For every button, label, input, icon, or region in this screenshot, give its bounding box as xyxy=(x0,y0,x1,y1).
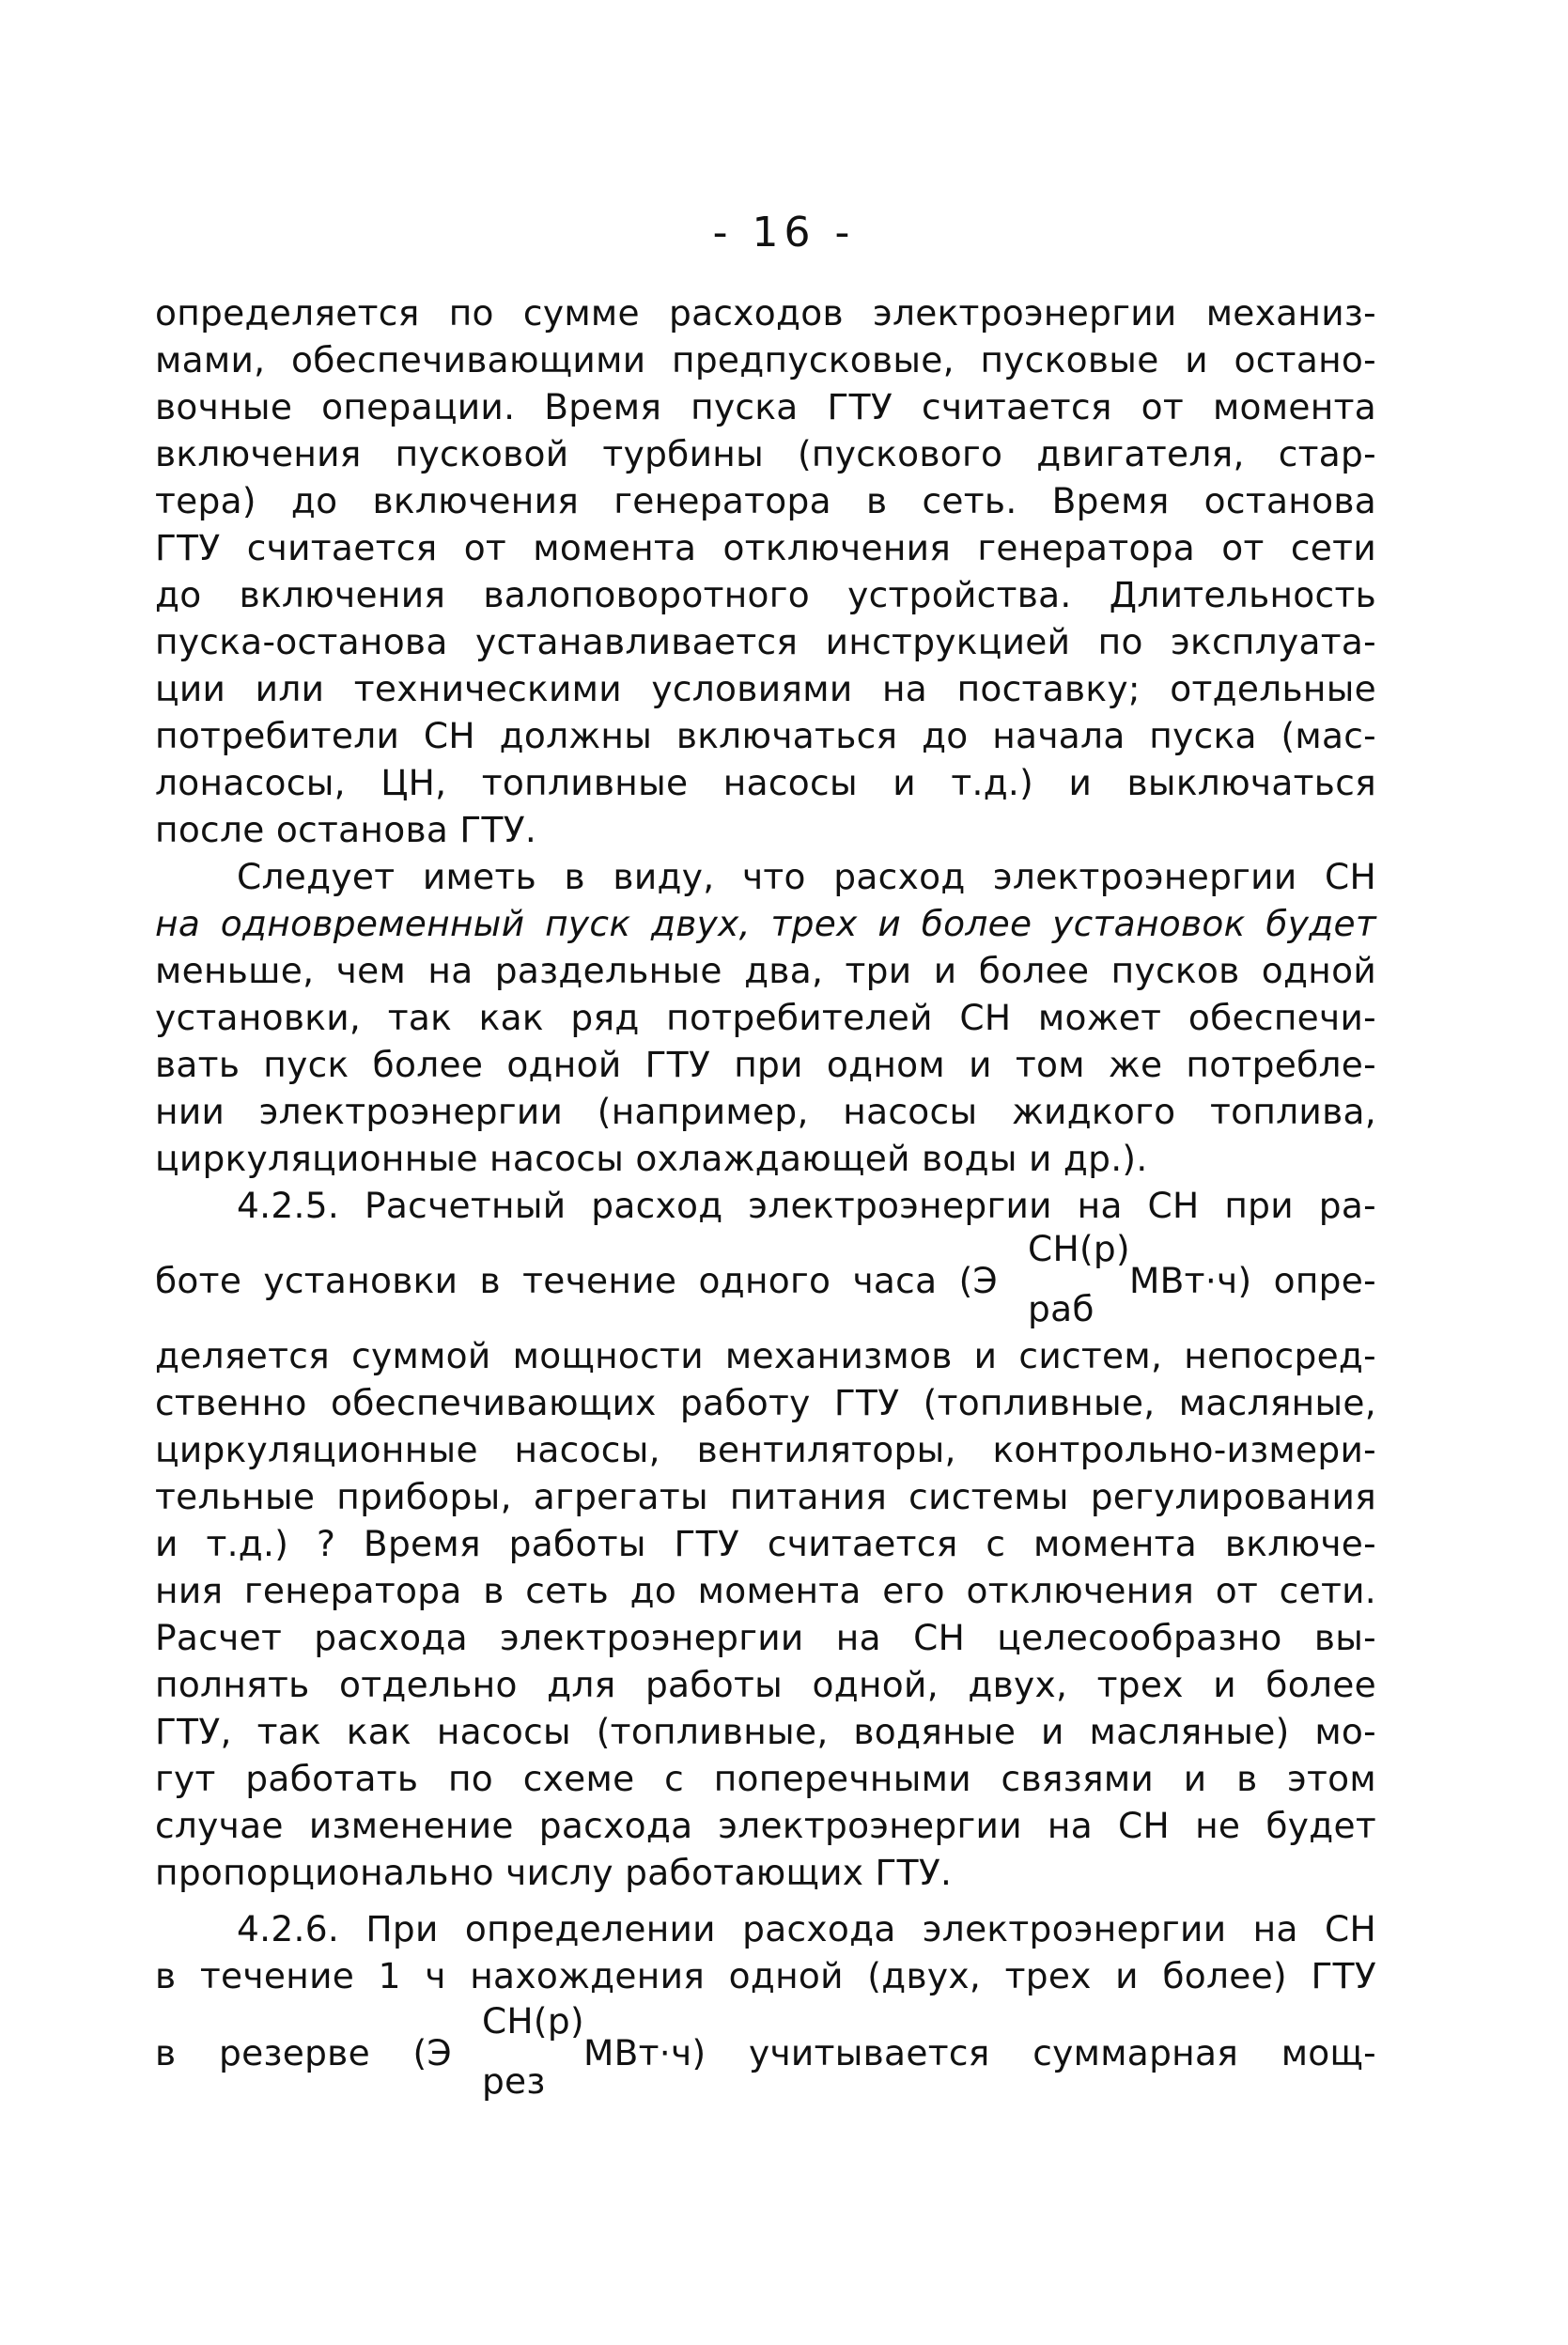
text-line: пуска-останова устанавливается инструкцией по эксплуата- xyxy=(155,621,1376,662)
formula-line xyxy=(155,1228,1376,1329)
page-number: - 16 - xyxy=(712,209,856,256)
formula-line xyxy=(155,2000,1377,2102)
text-line: ГТУ считается от момента отключения генератора от сети xyxy=(155,527,1376,568)
text-line: до включения валоповоротного устройства. Длительность xyxy=(155,574,1376,615)
text-line: 4.2.6. При определении расхода электроэнергии на СН xyxy=(237,1908,1376,1949)
text-line: ния генератора в сеть до момента его отключения от сети. xyxy=(155,1570,1376,1611)
formula-superscript: СН(р) xyxy=(1028,1228,1130,1269)
text-line: полнять отдельно для работы одной, двух, трех и более xyxy=(155,1664,1376,1705)
text-line: циркуляционные насосы охлаждающей воды и др.). xyxy=(155,1138,1148,1179)
text-line: потребители СН должны включаться до начала пуска (мас- xyxy=(155,715,1376,756)
formula-subscript: рез xyxy=(481,2060,546,2102)
text-line: лонасосы, ЦН, топливные насосы и т.д.) и выключаться xyxy=(155,762,1376,803)
text-line: мами, обеспечивающими предпусковые, пусковые и остано- xyxy=(155,339,1376,380)
text-line: циркуляционные насосы, вентиляторы, контрольно-измери- xyxy=(155,1429,1376,1470)
text-line: деляется суммой мощности механизмов и систем, непосред- xyxy=(155,1335,1376,1376)
text-line: Следует иметь в виду, что расход электроэнергии СН xyxy=(237,856,1376,897)
text-line: в течение 1 ч нахождения одной (двух, трех и более) ГТУ xyxy=(155,1955,1376,1996)
formula-text-before: в резерве (Э xyxy=(155,2032,452,2073)
text-line: определяется по сумме расходов электроэнергии механиз- xyxy=(155,292,1376,334)
text-line: пропорционально числу работающих ГТУ. xyxy=(155,1852,953,1893)
text-line: после останова ГТУ. xyxy=(155,809,537,850)
formula-text-before: боте установки в течение одного часа (Э xyxy=(155,1260,998,1301)
text-line: ции или техническими условиями на поставку; отдельные xyxy=(155,668,1376,709)
text-line: тельные приборы, агрегаты питания системы регулирования xyxy=(155,1476,1376,1517)
formula-subscript: раб xyxy=(1028,1288,1094,1329)
text-line: установки, так как ряд потребителей СН может обеспечи- xyxy=(155,997,1376,1038)
text-line: нии электроэнергии (например, насосы жидкого топлива, xyxy=(155,1091,1376,1132)
text-line: гут работать по схеме с поперечными связями и в этом xyxy=(155,1758,1376,1799)
text-line: случае изменение расхода электроэнергии на СН не будет xyxy=(155,1805,1376,1846)
text-line: вочные операции. Время пуска ГТУ считается от момента xyxy=(155,386,1376,427)
text-line: 4.2.5. Расчетный расход электроэнергии на СН при ра- xyxy=(237,1185,1376,1226)
formula-text-after: МВт·ч) опре- xyxy=(1129,1260,1376,1301)
text-line: включения пусковой турбины (пускового двигателя, стар- xyxy=(155,433,1376,474)
text-line: и т.д.) ? Время работы ГТУ считается с момента включе- xyxy=(155,1523,1376,1564)
formula-superscript: СН(р) xyxy=(481,2000,584,2042)
text-line: ственно обеспечивающих работу ГТУ (топливные, масляные, xyxy=(155,1382,1376,1423)
text-line: тера) до включения генератора в сеть. Время останова xyxy=(155,480,1376,521)
text-line: вать пуск более одной ГТУ при одном и том же потребле- xyxy=(155,1044,1376,1085)
text-line: меньше, чем на раздельные два, три и более пусков одной xyxy=(155,950,1376,991)
text-line: Расчет расхода электроэнергии на СН целесообразно вы- xyxy=(155,1617,1376,1658)
text-line: на одновременный пуск двух, трех и более установок будет xyxy=(155,903,1376,944)
text-line: ГТУ, так как насосы (топливные, водяные и масляные) мо- xyxy=(155,1711,1376,1752)
formula-text-after: МВт·ч) учитывается суммарная мощ- xyxy=(582,2032,1377,2073)
